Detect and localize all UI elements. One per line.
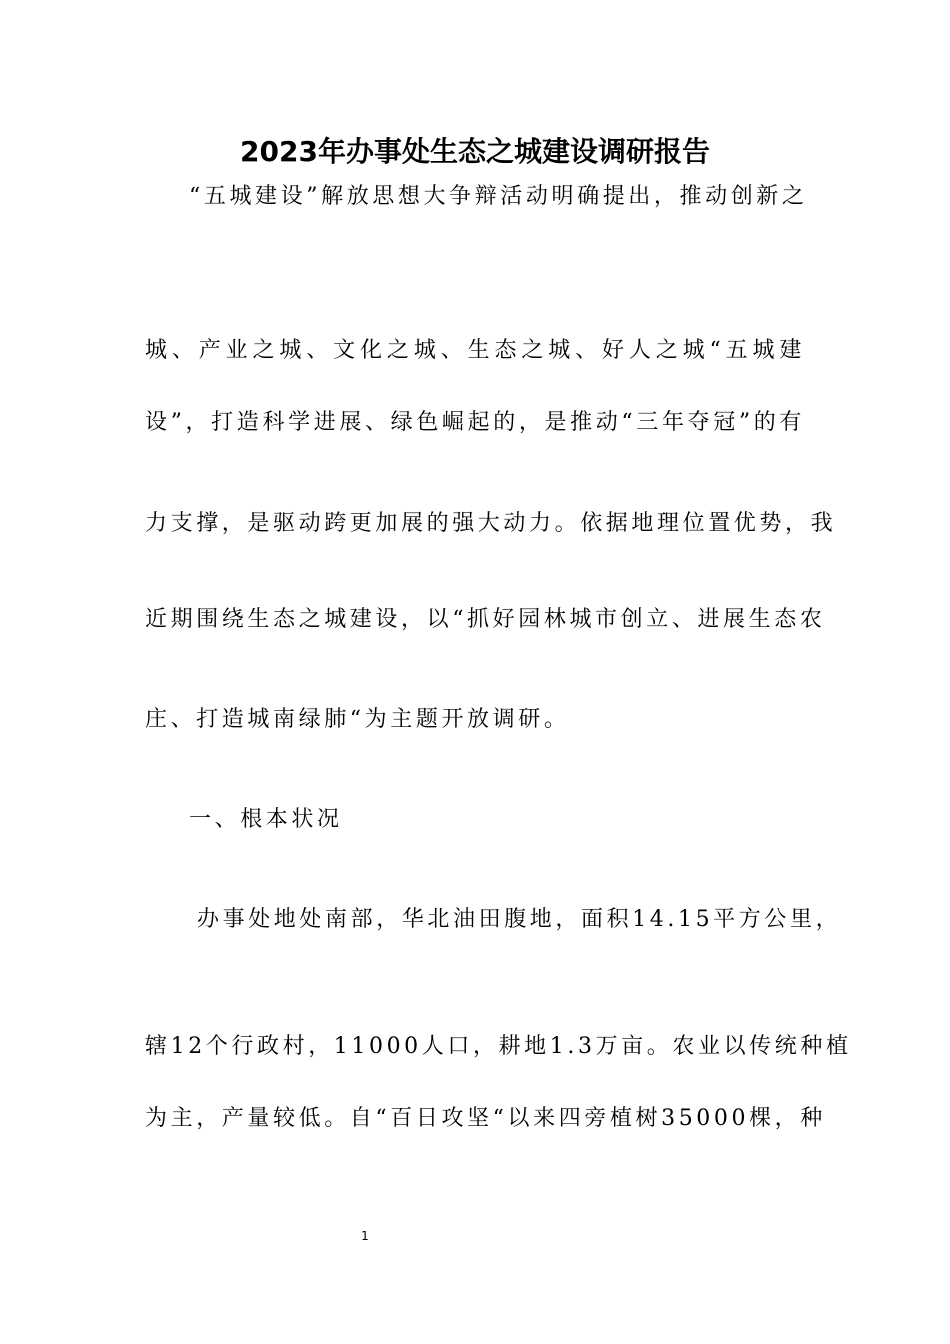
paragraph-1-line-6: 庄、打造城南绿肺“为主题开放调研。 xyxy=(145,707,570,732)
section-heading-basic-situation: 一、根本状况 xyxy=(189,807,343,832)
page-number: 1 xyxy=(361,1229,369,1243)
paragraph-2-line-2: 辖12个行政村，11000人口，耕地1.3万亩。农业以传统种植 xyxy=(145,1034,852,1059)
paragraph-1-line-2: 城、产业之城、文化之城、生态之城、好人之城“五城建 xyxy=(145,338,805,363)
paragraph-2-line-3: 为主，产量较低。自“百日攻坚“以来四旁植树35000棵，种 xyxy=(145,1106,826,1131)
paragraph-2-line-1: 办事处地处南部，华北油田腹地，面积14.15平方公里， xyxy=(197,907,842,932)
paragraph-1-line-4: 力支撑，是驱动跨更加展的强大动力。依据地理位置优势，我 xyxy=(145,511,837,536)
paragraph-1-line-1: “五城建设”解放思想大争辩活动明确提出，推动创新之 xyxy=(189,184,808,209)
document-title: 2023年办事处生态之城建设调研报告 xyxy=(240,135,710,168)
paragraph-1-line-3: 设”，打造科学进展、绿色崛起的，是推动“三年夺冠”的有 xyxy=(145,410,805,435)
paragraph-1-line-5: 近期围绕生态之城建设，以“抓好园林城市创立、进展生态农 xyxy=(145,607,826,632)
